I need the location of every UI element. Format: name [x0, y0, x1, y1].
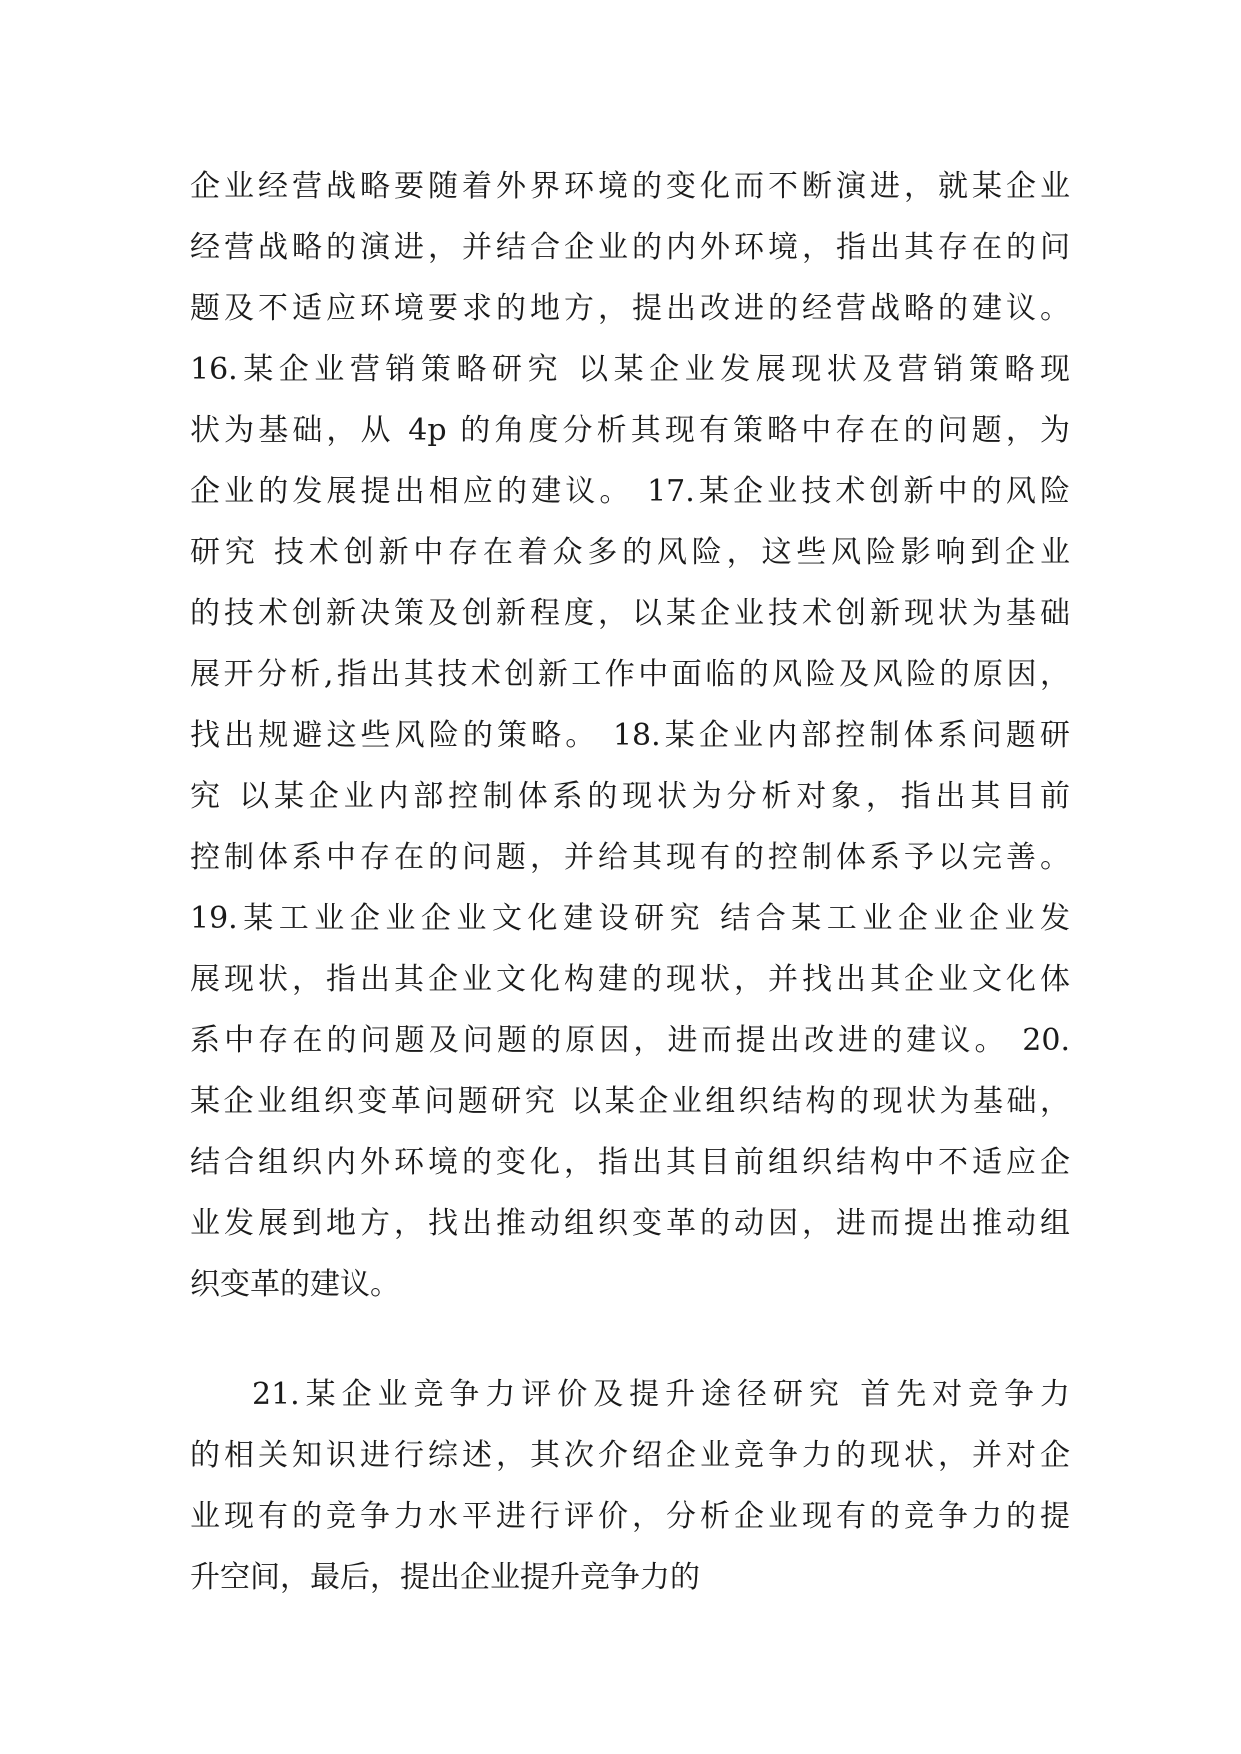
text-line: 企业的发展提出相应的建议。 17.某企业技术创新中的风险 [190, 474, 1070, 509]
text-line: 16.某企业营销策略研究 以某企业发展现状及营销策略现 [190, 352, 1070, 387]
text-line: 19.某工业企业企业文化建设研究 结合某工业企业企业发 [190, 901, 1070, 936]
text-line: 企业经营战略要随着外界环境的变化而不断演进，就某企业 [190, 169, 1070, 204]
text-line: 织变革的建议。 [190, 1267, 400, 1302]
text-line: 研究 技术创新中存在着众多的风险，这些风险影响到企业 [190, 535, 1070, 570]
text-line: 展现状，指出其企业文化构建的现状，并找出其企业文化体 [190, 962, 1070, 997]
text-line: 题及不适应环境要求的地方，提出改进的经营战略的建议。 [190, 291, 1070, 326]
text-line: 找出规避这些风险的策略。 18.某企业内部控制体系问题研 [190, 718, 1070, 753]
text-line: 展开分析,指出其技术创新工作中面临的风险及风险的原因， [190, 657, 1070, 692]
text-line: 结合组织内外环境的变化，指出其目前组织结构中不适应企 [190, 1145, 1070, 1180]
text-line: 经营战略的演进，并结合企业的内外环境，指出其存在的问 [190, 230, 1070, 265]
text-line: 升空间，最后，提出企业提升竞争力的 [190, 1560, 700, 1595]
text-line: 系中存在的问题及问题的原因，进而提出改进的建议。 20. [190, 1023, 1070, 1058]
text-line: 究 以某企业内部控制体系的现状为分析对象，指出其目前 [190, 779, 1070, 814]
paragraph-first-line: 21.某企业竞争力评价及提升途径研究 首先对竞争力 [252, 1377, 1070, 1412]
text-line: 业发展到地方，找出推动组织变革的动因，进而提出推动组 [190, 1206, 1070, 1241]
text-line: 状为基础，从 4p 的角度分析其现有策略中存在的问题，为 [190, 413, 1070, 448]
text-line: 控制体系中存在的问题，并给其现有的控制体系予以完善。 [190, 840, 1070, 875]
text-line: 某企业组织变革问题研究 以某企业组织结构的现状为基础， [190, 1084, 1070, 1119]
text-line: 业现有的竞争力水平进行评价，分析企业现有的竞争力的提 [190, 1499, 1070, 1534]
text-line: 的技术创新决策及创新程度，以某企业技术创新现状为基础 [190, 596, 1070, 631]
text-line: 的相关知识进行综述，其次介绍企业竞争力的现状，并对企 [190, 1438, 1070, 1473]
